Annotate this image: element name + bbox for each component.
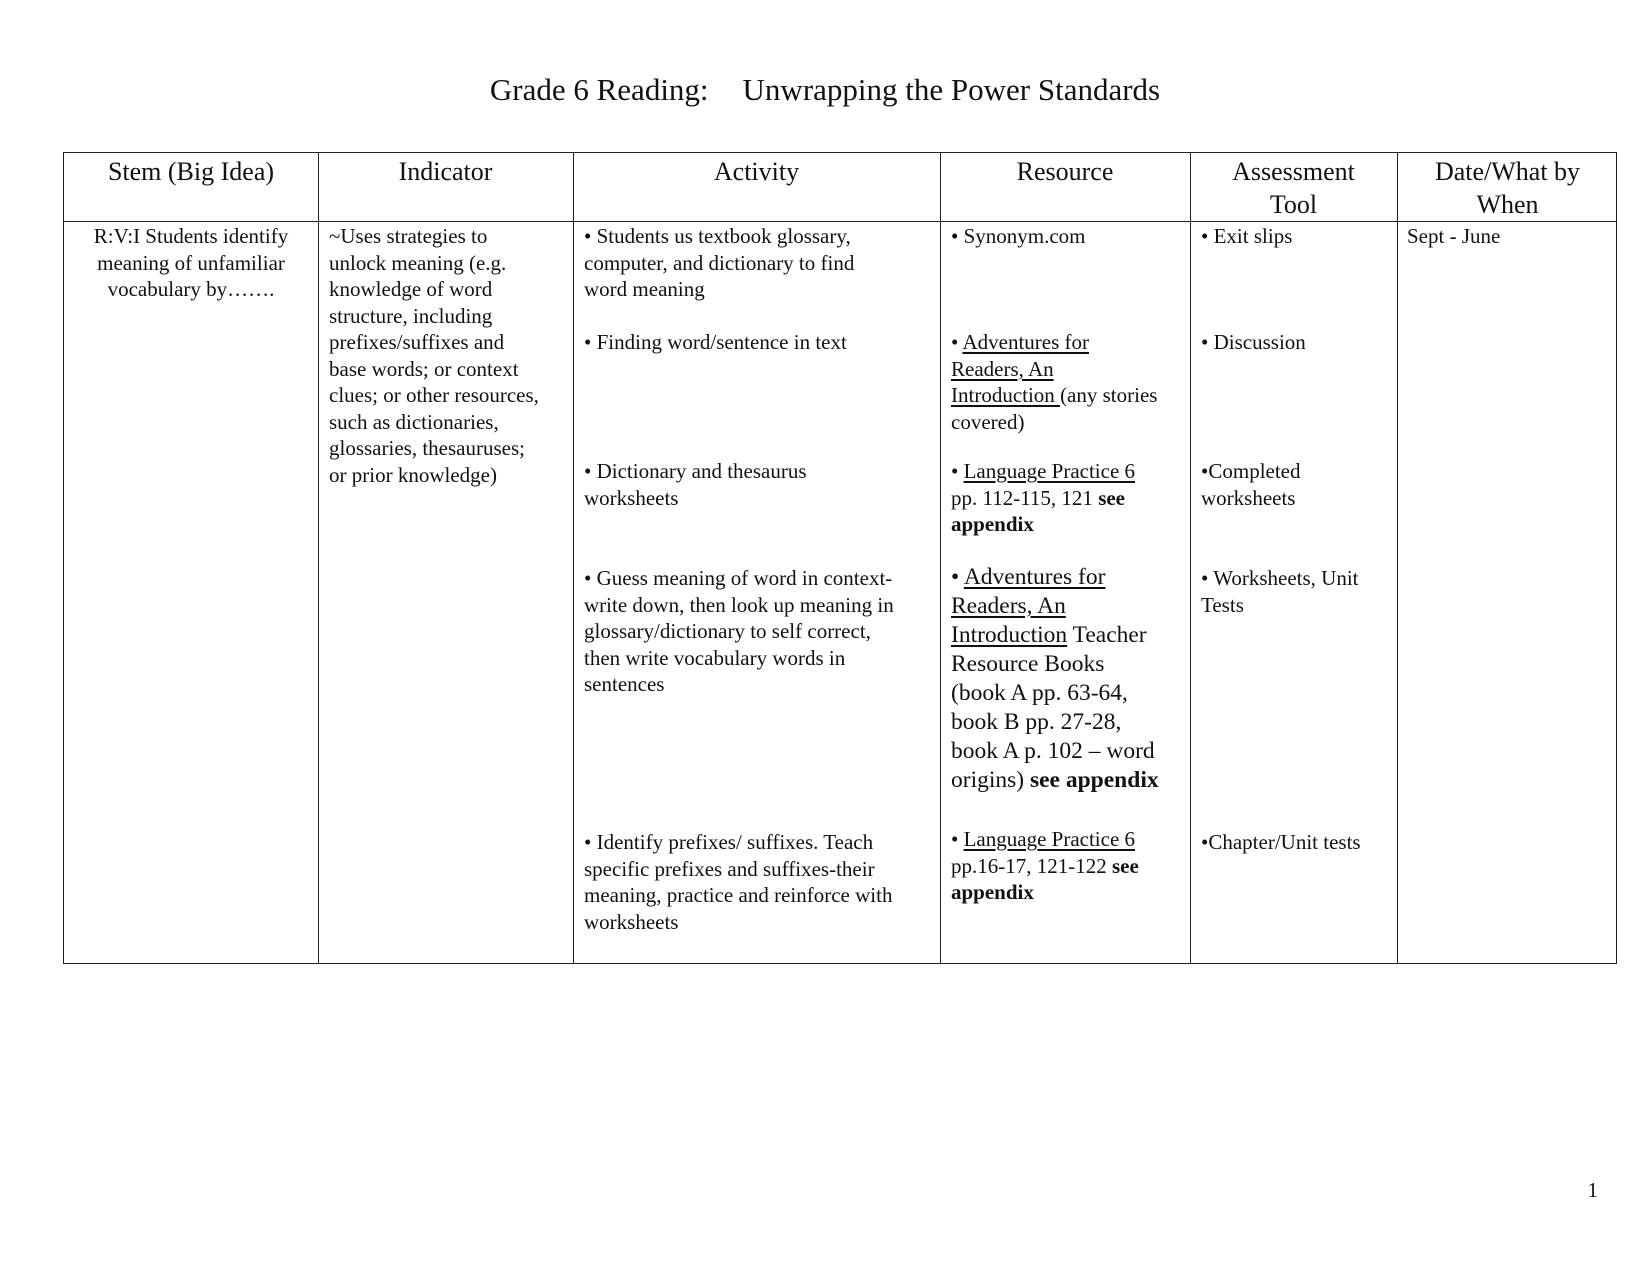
assessment-line: •Completed <box>1201 459 1301 483</box>
indicator-line: base words; or context <box>329 356 519 381</box>
column-divider <box>1397 153 1398 963</box>
book-title-link: Language Practice 6 <box>963 459 1136 483</box>
bullet: • <box>951 459 964 483</box>
resource-text: origins) <box>951 767 1030 793</box>
resource-text: book B pp. 27-28, <box>951 709 1122 735</box>
header-resource: Resource <box>1016 157 1114 186</box>
resource-text: covered) <box>951 409 1025 434</box>
book-title-link: Language Practice 6 <box>963 827 1136 851</box>
activity-line: worksheets <box>584 909 679 934</box>
header-date-line2: When <box>1476 190 1539 219</box>
see-appendix: see appendix <box>1029 767 1159 793</box>
resource-cell <box>951 329 1187 435</box>
activity-cell <box>584 329 936 356</box>
assessment-line: • Worksheets, Unit <box>1201 566 1359 590</box>
resource-cell <box>951 563 1187 795</box>
activity-line: • Finding word/sentence in text <box>584 330 847 354</box>
assessment-cell <box>1201 458 1393 511</box>
activity-line: glossary/dictionary to self correct, <box>584 619 871 643</box>
resource-text: Teacher <box>1067 622 1147 648</box>
activity-line: sentences <box>584 672 665 696</box>
activity-cell <box>584 565 936 698</box>
activity-cell <box>584 458 936 511</box>
resource-cell <box>951 826 1187 906</box>
header-assessment-tool <box>1190 153 1397 221</box>
indicator-line: glossaries, thesauruses; <box>329 436 525 460</box>
activity-line: • Guess meaning of word in context- <box>584 566 893 590</box>
stem-line: meaning of unfamiliar <box>97 250 285 275</box>
title-grade: Grade 6 Reading: <box>489 72 709 107</box>
book-title-link: Adventures for <box>963 564 1106 590</box>
book-title-link: Readers, An <box>951 356 1054 381</box>
header-assessment-line2: Tool <box>1269 190 1318 219</box>
stem-line: vocabulary by……. <box>107 277 275 301</box>
activity-line: • Students us textbook glossary, <box>584 224 851 248</box>
assessment-cell <box>1201 565 1393 618</box>
standards-table <box>63 152 1617 964</box>
resource-text: Resource Books <box>951 651 1105 677</box>
resource-cell <box>951 223 1187 250</box>
activity-line: write down, then look up meaning in <box>584 592 894 617</box>
date-when-cell: Sept - June <box>1407 224 1501 248</box>
see-appendix: see <box>1112 853 1139 878</box>
resource-synonym: • Synonym.com <box>951 224 1086 248</box>
indicator-line: such as dictionaries, <box>329 409 499 434</box>
header-assessment-line1: Assessment <box>1232 157 1355 186</box>
indicator-line: clues; or other resources, <box>329 383 539 407</box>
column-divider <box>940 153 941 963</box>
page-number: 1 <box>1587 1178 1598 1202</box>
stem-line: R:V:I Students identify <box>93 224 289 248</box>
column-divider <box>318 153 319 963</box>
book-title-link: Introduction <box>951 383 1061 407</box>
assessment-cell <box>1201 329 1393 356</box>
resource-cell <box>951 458 1187 538</box>
activity-line: then write vocabulary words in <box>584 645 846 670</box>
assessment-line: Tests <box>1201 592 1244 617</box>
activity-line: worksheets <box>584 485 679 510</box>
activity-cell <box>584 223 936 303</box>
assessment-line: •Chapter/Unit tests <box>1201 830 1361 854</box>
resource-text: (book A pp. 63-64, <box>951 680 1128 706</box>
book-title-link: Adventures for <box>962 330 1089 354</box>
header-activity: Activity <box>713 157 800 186</box>
stem-cell <box>64 223 318 303</box>
bullet: • <box>951 564 964 590</box>
header-stem: Stem (Big Idea) <box>107 157 275 186</box>
column-divider <box>1190 153 1191 963</box>
assessment-cell <box>1201 223 1393 250</box>
header-date-when <box>1397 153 1618 221</box>
resource-pages: pp.16-17, 121-122 <box>951 853 1112 878</box>
assessment-line: • Exit slips <box>1201 224 1293 248</box>
book-title-link: Introduction <box>951 622 1068 648</box>
activity-line: meaning, practice and reinforce with <box>584 883 893 907</box>
header-indicator: Indicator <box>398 157 493 186</box>
activity-line: specific prefixes and suffixes-their <box>584 856 875 881</box>
indicator-line: or prior knowledge) <box>329 462 497 487</box>
see-appendix: appendix <box>951 512 1034 536</box>
indicator-line: structure, including <box>329 303 493 328</box>
activity-line: word meaning <box>584 277 705 301</box>
activity-line: • Identify prefixes/ suffixes. Teach <box>584 830 874 854</box>
column-divider <box>573 153 574 963</box>
see-appendix: appendix <box>951 880 1034 904</box>
activity-line: • Dictionary and thesaurus <box>584 459 807 483</box>
activity-line: computer, and dictionary to find <box>584 250 855 275</box>
assessment-line: • Discussion <box>1201 330 1306 354</box>
resource-text: (any stories <box>1060 383 1158 407</box>
indicator-line: ~Uses strategies to <box>329 224 488 248</box>
bullet: • <box>951 827 964 851</box>
see-appendix: see <box>1098 485 1126 510</box>
header-divider <box>64 221 1616 222</box>
page-title <box>0 72 1650 108</box>
indicator-line: unlock meaning (e.g. <box>329 250 507 275</box>
assessment-line: worksheets <box>1201 485 1296 510</box>
resource-pages: pp. 112-115, 121 <box>951 485 1099 510</box>
bullet: • <box>951 330 963 354</box>
indicator-line: prefixes/suffixes and <box>329 330 505 354</box>
indicator-cell <box>329 223 569 488</box>
title-subject: Unwrapping the Power Standards <box>742 72 1161 107</box>
assessment-cell <box>1201 829 1393 856</box>
activity-cell <box>584 829 936 935</box>
indicator-line: knowledge of word <box>329 277 493 301</box>
resource-text: book A p. 102 – word <box>951 738 1155 764</box>
book-title-link: Readers, An <box>951 593 1066 619</box>
header-date-line1: Date/What by <box>1434 157 1581 186</box>
